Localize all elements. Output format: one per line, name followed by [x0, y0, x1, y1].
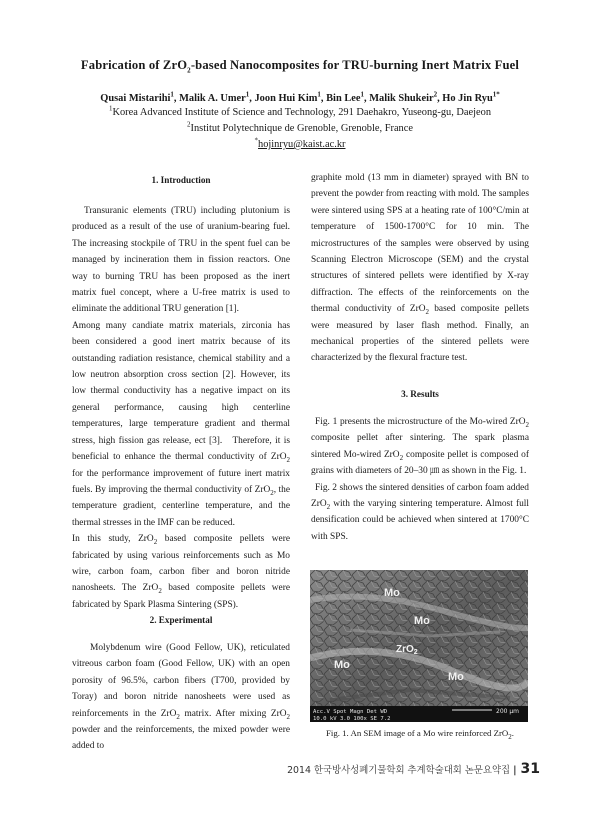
sem-micrograph	[310, 570, 528, 722]
experimental-paragraph-1: Molybdenum wire (Good Fellow, UK), reticulated vitreous carbon foam (Good Fellow, UK) with an open porosity of 96.5%, carbon fibers (T700, provided by Toray) and boron nitride nanosheets were used as reinforcements in the ZrO$_2$ matrix. After mixing ZrO$_2$ powder and the reinforcements, the mixed powder were added to	[72, 643, 291, 752]
affiliation-2: $^2$Institut Polytechnique de Grenoble, Grenoble, France	[187, 120, 413, 134]
intro-paragraph-3: In this study, ZrO$_2$ based composite pellets were fabricated by using various reinforcements such as Mo wire, carbon foam, carbon fiber and boron nitride nanosheets. The ZrO$_2$ based composite pellets were fabricated by Spark Plasma Sintering (SPS).	[72, 534, 290, 610]
sem-params-values: 10.0 kV 3.0 100x SE 7.2	[313, 716, 391, 722]
figure-caption: Fig. 1. An SEM image of a Mo wire reinforced ZrO$_2$.	[326, 728, 514, 741]
label-mo-4: Mo	[448, 671, 464, 683]
introduction-body	[72, 203, 290, 613]
section-heading-experimental: 2. Experimental	[149, 615, 213, 625]
experimental-body	[72, 640, 290, 755]
results-paragraph-1: Fig. 1 presents the microstructure of the Mo-wired ZrO$_2$ composite pellet after sintering. The spark plasma sintered Mo-wired ZrO$_2$ composite pellet is composed of grains with diameters of 20–30 ㎛ as shown in the Fig. 1.	[311, 417, 529, 477]
author: Bin Lee$^1$	[326, 90, 364, 104]
results-body	[311, 414, 529, 545]
intro-paragraph-1: Transuranic elements (TRU) including plutonium is produced as a result of the use of uranium-bearing fuel. The increasing stockpile of TRU in the spent fuel can be managed by incineration them in fission reactors. One way to burning TRU has been proposed as the inert matrix fuel concept, where a U-free matrix is used to eliminate the additional TRU generation [1].	[72, 206, 290, 315]
sem-image	[310, 570, 528, 722]
experimental-paragraph-1-continued: graphite mold (13 mm in diameter) sprayed with BN to prevent the powder from reacting with mold. The samples were sintered using SPS at a heating rate of 100°C/min at temperature of 1500-1700°C for 10 min. The microstructures of the samples were observed by using Scanning Electron Microscope (SEM) and the crystal structures of sintered pellets were identified by X-ray diffraction. The effects of the reinforcements on the thermal conductivity of ZrO$_2$ based composite pellets were measured by laser flash method. Finally, an mechanical properties of the sintered pellets were characterized by the flexural fracture test.	[311, 173, 529, 364]
author: Ho Jin Ryu$^{1*}$	[442, 90, 500, 104]
label-zro2: ZrO$_2$	[396, 644, 418, 656]
sem-params-header: Acc.V Spot Magn Det WD	[313, 709, 388, 715]
page-number: 31	[520, 761, 540, 777]
label-mo-3: Mo	[334, 659, 350, 671]
results-paragraph-2: Fig. 2 shows the sintered densities of carbon foam added ZrO$_2$ with the varying sintering temperature. Almost full densification could be achieved when sintered at 1700°C with SPS.	[311, 482, 529, 542]
section-heading-results: 3. Results	[401, 389, 439, 399]
author: Joon Hui Kim$^1$	[254, 90, 321, 104]
section-heading-introduction: 1. Introduction	[151, 175, 211, 185]
paper-title: Fabrication of ZrO$_2$-based Nanocomposites for TRU-burning Inert Matrix Fuel	[80, 58, 520, 75]
label-mo-1: Mo	[384, 587, 400, 599]
label-mo-2: Mo	[414, 615, 430, 627]
intro-paragraph-2: Among many candiate matrix materials, zirconia has been considered a good inert matrix because of its outstanding radiation resistance, chemical stability and a low neutron absorption cross section [2]. However, its low thermal conductivity has a negative impact on its general performance, causing high centerline temperatures, large temperature gradient and thermal stress, high fission gas release, ect [3]. Therefore, it is beneficial to enhance the thermal conductivity of ZrO$_2$ for the performance improvement of future inert matrix fuels. By improving the thermal conductivity of ZrO$_2$, the temperature gradient, centerline temperature, and the thermal stresses in the IMF can be reduced.	[72, 320, 290, 528]
author: Malik Shukeir$^2$	[369, 90, 438, 104]
affiliation-1: $^1$Korea Advanced Institute of Science and Technology, 291 Daehakro, Yuseong-gu, Daejeon	[108, 104, 492, 118]
author-list: Qusai Mistarihi$^1$, Malik A. Umer$^1$, Joon Hui Kim$^1$, Bin Lee$^1$, Malik Shukeir$^2$, Ho Jin Ryu$^{1*}$	[100, 90, 500, 104]
author: Qusai Mistarihi$^1$	[100, 90, 174, 104]
page-footer: 2014 한국방사성폐기물학회 추계학술대회 논문요약집 | 31	[287, 761, 540, 777]
scale-label: 200 μm	[496, 708, 520, 715]
author: Malik A. Umer$^1$	[179, 90, 250, 104]
corresponding-email[interactable]: *hojinryu@kaist.ac.kr	[254, 136, 346, 150]
experimental-body-continued	[311, 170, 529, 367]
